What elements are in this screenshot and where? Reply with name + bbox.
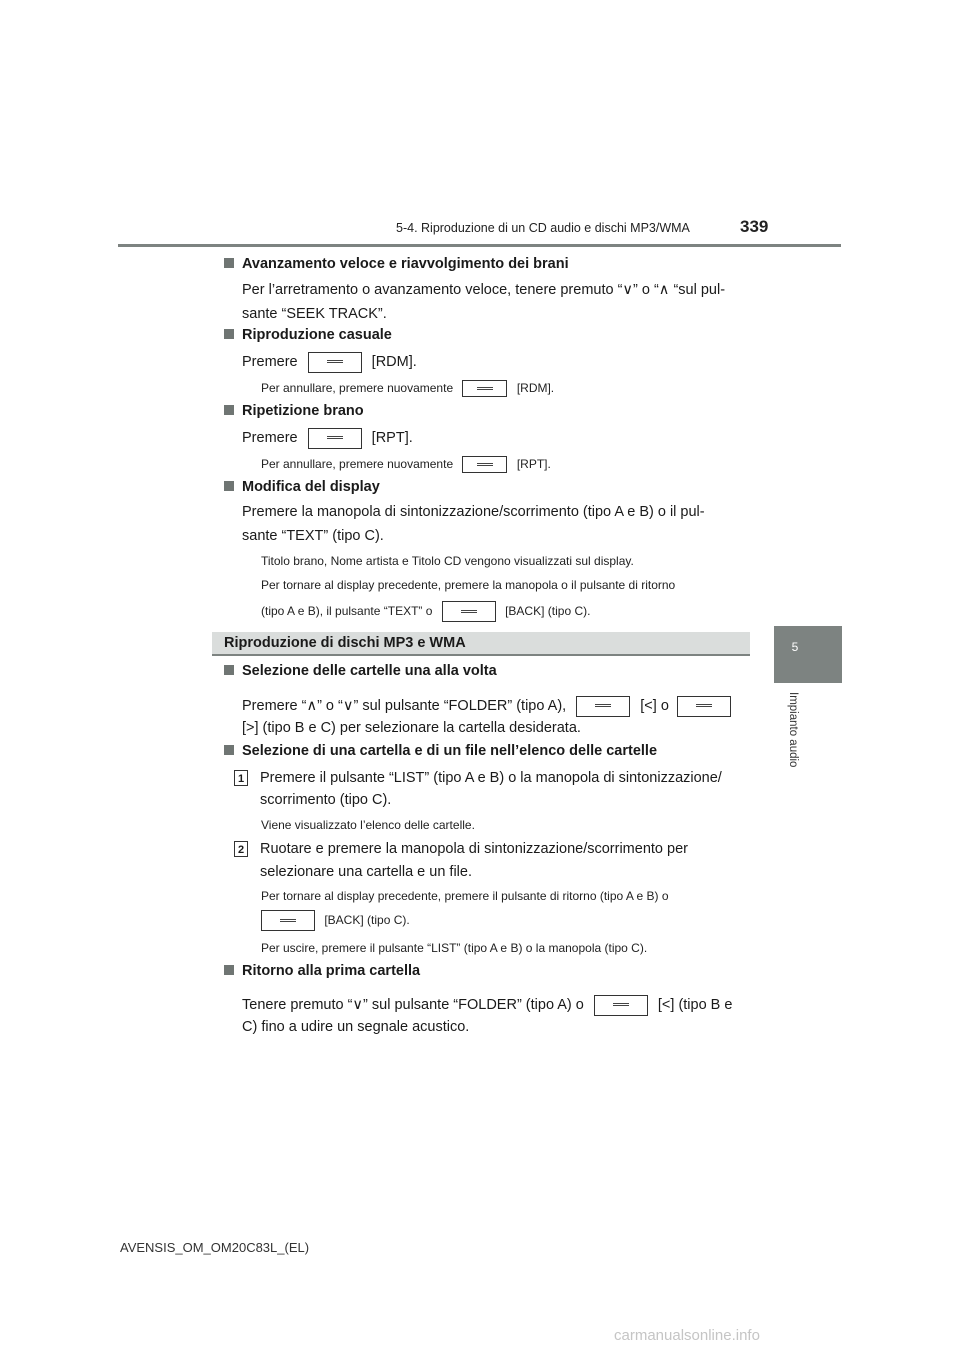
heading-display: Modifica del display <box>224 479 380 495</box>
text-random-press: Premere [RDM]. <box>242 350 417 374</box>
text-step2-1: Ruotare e premere la manopola di sintonizzazione/scorrimento per <box>260 841 688 857</box>
text-step1-2: scorrimento (tipo C). <box>260 792 392 808</box>
square-bullet-icon <box>224 405 234 415</box>
square-bullet-icon <box>224 665 234 675</box>
note-step1: Viene visualizzato l’elenco delle cartelle. <box>261 818 475 832</box>
text-display-2: sante “TEXT” (tipo C). <box>242 528 384 544</box>
square-bullet-icon <box>224 965 234 975</box>
note-step2-1: Per tornare al display precedente, premere il pulsante di ritorno (tipo A e B) o <box>261 889 669 903</box>
text-fast-forward-1: Per l’arretramento o avanzamento veloce, tenere premuto “∨” o “∧ “sul pul- <box>242 282 726 298</box>
heading-repeat: Ripetizione brano <box>224 403 364 419</box>
square-bullet-icon <box>224 258 234 268</box>
note-repeat-cancel: Per annullare, premere nuovamente [RPT]. <box>261 452 551 476</box>
note-step2-3: Per uscire, premere il pulsante “LIST” (tipo A e B) o la manopola (tipo C). <box>261 941 648 955</box>
button-icon <box>261 910 315 931</box>
text-folder-1: Premere “∧” o “∨” sul pulsante “FOLDER” (tipo A), [<] o <box>242 694 731 718</box>
note-display-3: (tipo A e B), il pulsante “TEXT” o [BACK] (tipo C). <box>261 599 590 623</box>
header-rule <box>118 244 841 247</box>
heading-random: Riproduzione casuale <box>224 327 392 343</box>
square-bullet-icon <box>224 745 234 755</box>
footer-doc-code: AVENSIS_OM_OM20C83L_(EL) <box>120 1240 310 1255</box>
text-first-folder-2: C) fino a udire un segnale acustico. <box>242 1019 470 1035</box>
chapter-number: 5 <box>791 640 799 654</box>
button-icon <box>308 352 362 373</box>
step-number-1: 1 <box>234 770 248 786</box>
heading-folder-list: Selezione di una cartella e di un file nell’elenco delle cartelle <box>224 743 657 759</box>
heading-fast-forward: Avanzamento veloce e riavvolgimento dei brani <box>224 256 569 272</box>
chapter-label: Impianto audio <box>787 692 799 768</box>
button-icon <box>308 428 362 449</box>
heading-folder-select: Selezione delle cartelle una alla volta <box>224 663 497 679</box>
square-bullet-icon <box>224 329 234 339</box>
text-first-folder-1: Tenere premuto “∨” sul pulsante “FOLDER” (tipo A) o [<] (tipo B e <box>242 993 732 1017</box>
note-step2-2: [BACK] (tipo C). <box>261 908 410 932</box>
section-heading-mp3-wma: Riproduzione di dischi MP3 e WMA <box>212 632 750 656</box>
text-step2-2: selezionare una cartella e un file. <box>260 864 472 880</box>
text-fast-forward-2: sante “SEEK TRACK”. <box>242 306 387 322</box>
step-number-2: 2 <box>234 841 248 857</box>
chapter-tab <box>774 626 842 683</box>
button-icon <box>576 696 630 717</box>
note-random-cancel: Per annullare, premere nuovamente [RDM]. <box>261 376 554 400</box>
heading-first-folder: Ritorno alla prima cartella <box>224 963 420 979</box>
text-folder-2: [>] (tipo B e C) per selezionare la cartella desiderata. <box>242 720 581 736</box>
button-icon <box>462 456 507 473</box>
button-icon <box>677 696 731 717</box>
running-header-section: 5-4. Riproduzione di un CD audio e dischi MP3/WMA <box>396 221 690 235</box>
button-icon <box>594 995 648 1016</box>
button-icon <box>442 601 496 622</box>
note-display-1: Titolo brano, Nome artista e Titolo CD vengono visualizzati sul display. <box>261 554 634 568</box>
button-icon <box>462 380 507 397</box>
watermark: carmanualsonline.info <box>614 1327 760 1344</box>
text-repeat-press: Premere [RPT]. <box>242 426 413 450</box>
text-display-1: Premere la manopola di sintonizzazione/scorrimento (tipo A e B) o il pul- <box>242 504 705 520</box>
page-number: 339 <box>740 217 769 236</box>
text-step1-1: Premere il pulsante “LIST” (tipo A e B) o la manopola di sintonizzazione/ <box>260 770 722 786</box>
square-bullet-icon <box>224 481 234 491</box>
note-display-2: Per tornare al display precedente, premere la manopola o il pulsante di ritorno <box>261 578 676 592</box>
